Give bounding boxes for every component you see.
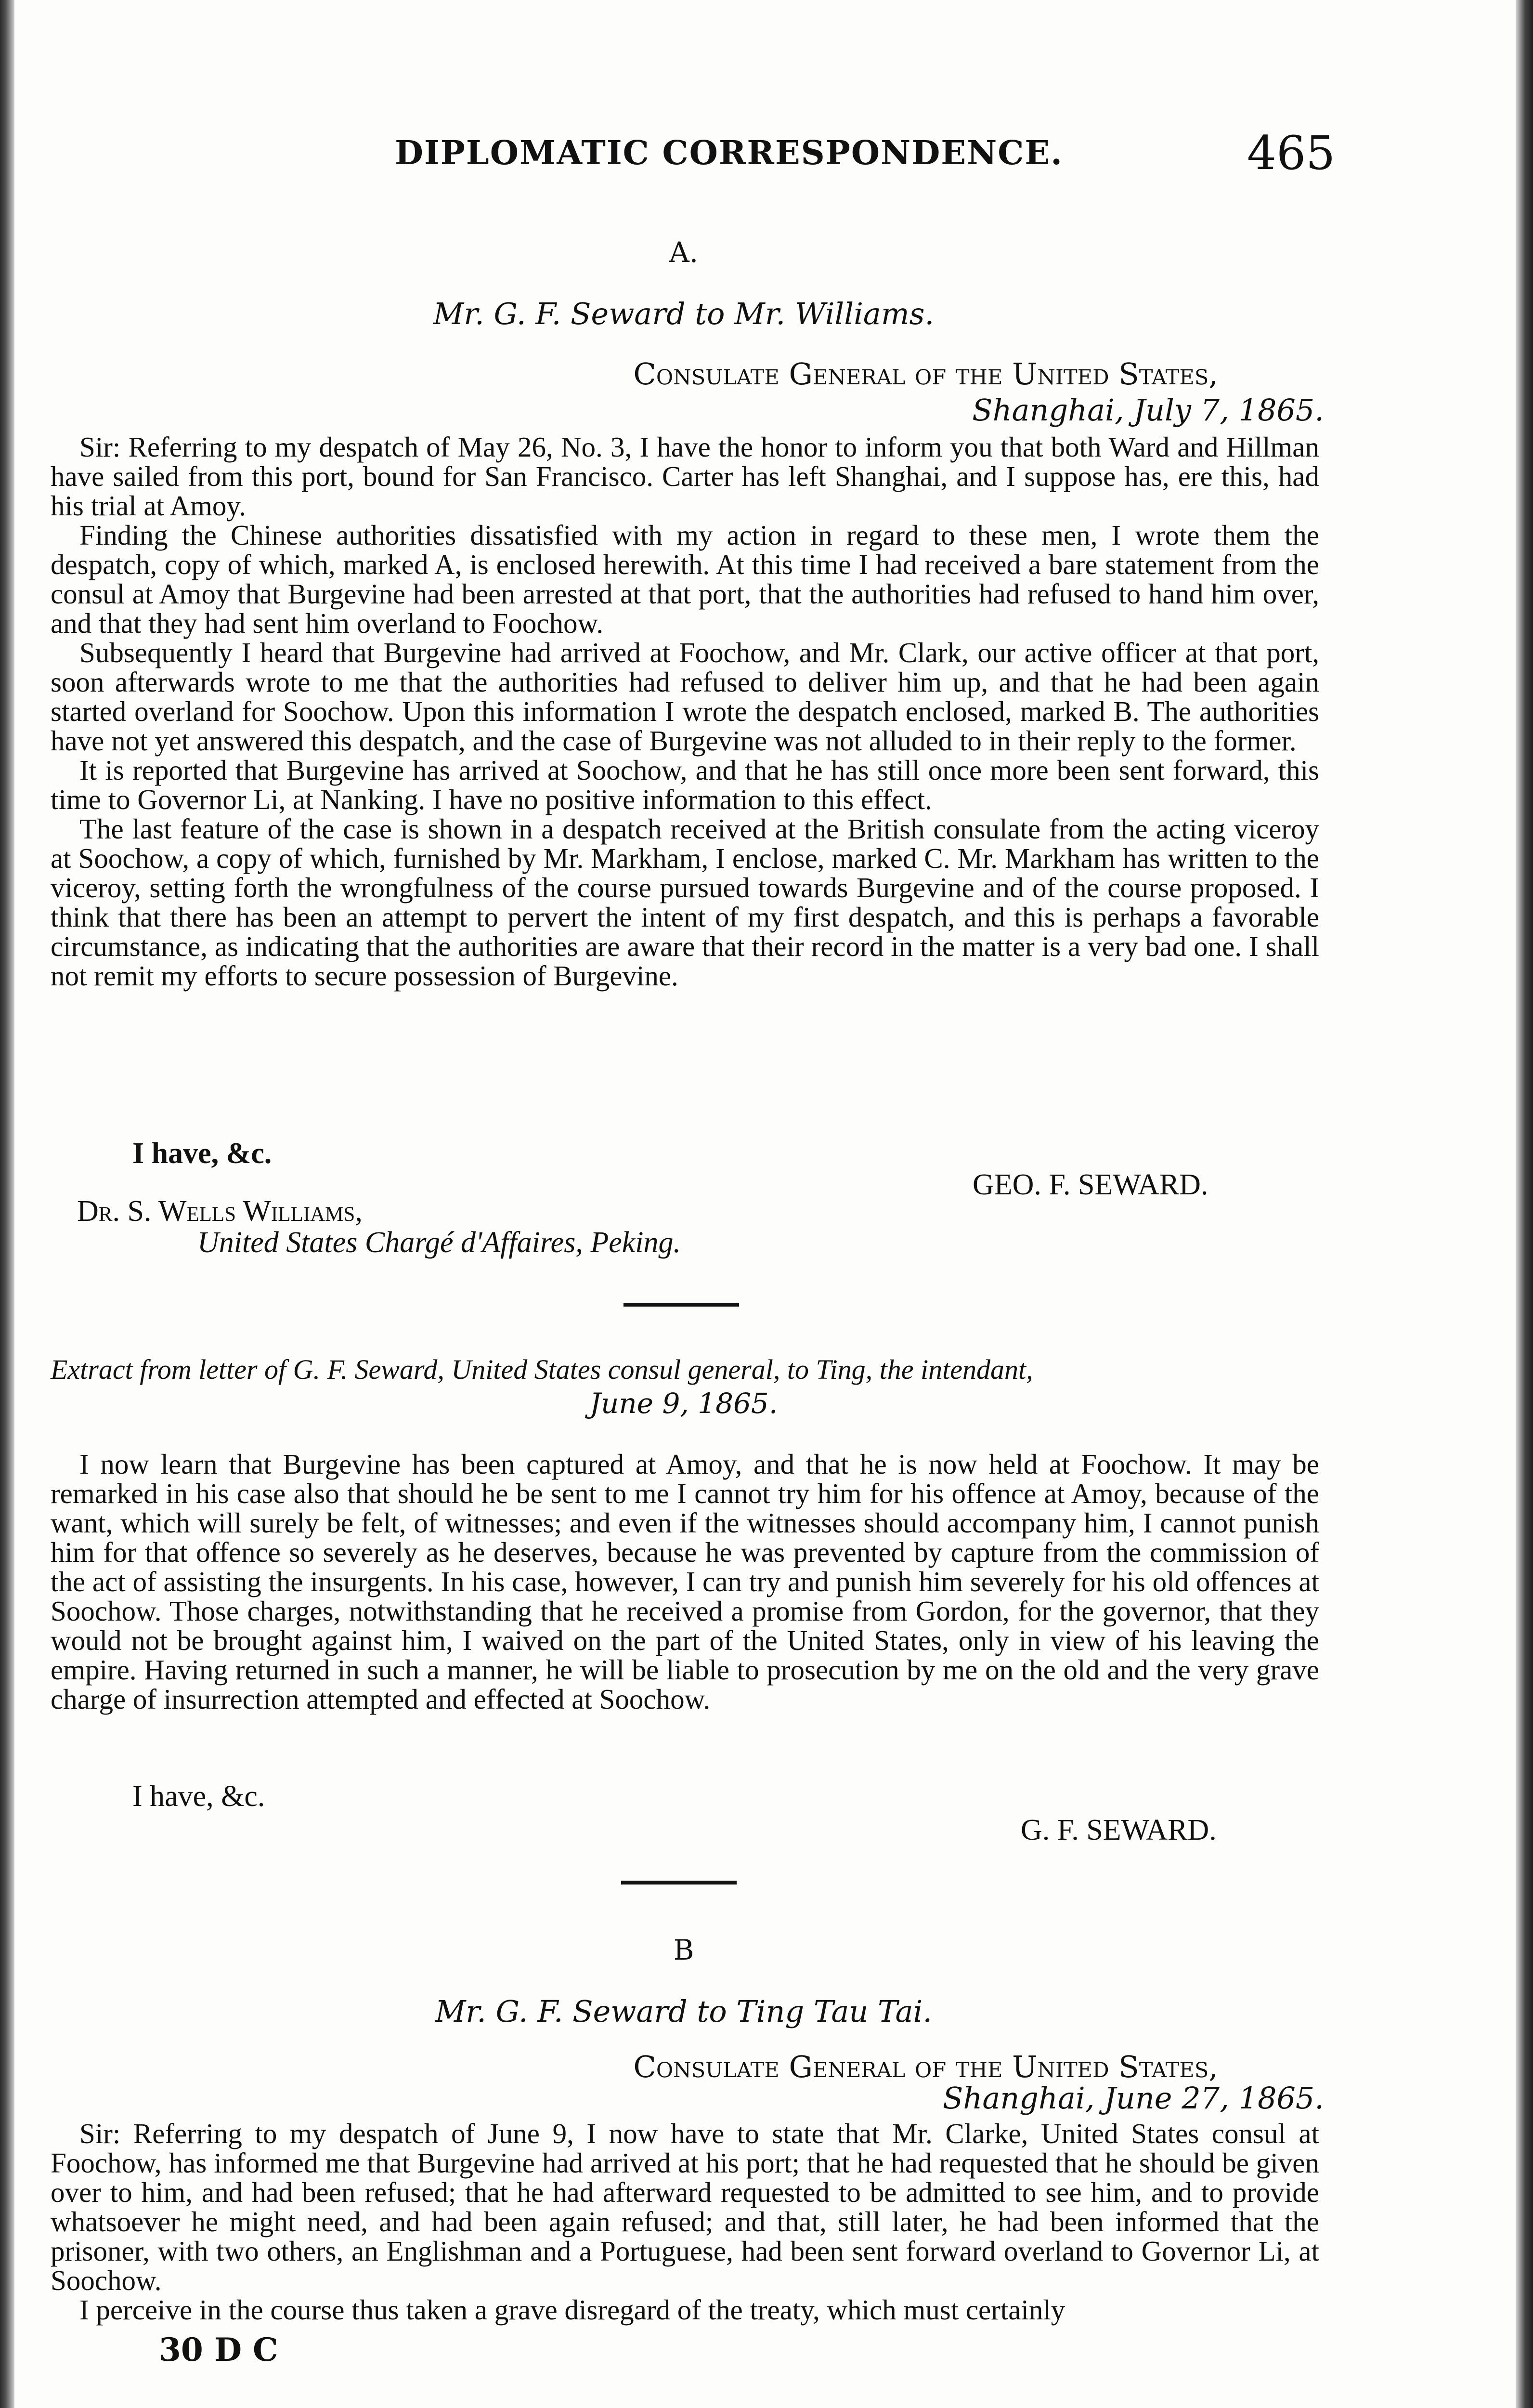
section-a-dateline: Shanghai, July 7, 1865. [972,393,1324,428]
extract-paragraph: I now learn that Burgevine has been captured at Amoy, and that he is now held at Foochow. It may be remarked in his case also that should he be sent to me I cannot try him for his offence at Amoy, because of the want, which will surely be felt, of witnesses; and even if the witnesses should accompany him, I cannot punish him for that offence so severely as he deserves, because he was prevented by capture from the commission of the act of assisting the insurgents. In his case, however, I can try and punish him severely for his old offences at Soochow. Those charges, notwithstanding that he received a promise from Gordon, for the governor, that they would not be brought against him, I waived on the part of the United States, only in view of his leaving the empire. Having returned in such a manner, he will be liable to prosecution by me on the old and the very grave charge of insurrection attempted and effected at Soochow. [51,1448,1319,1715]
extract-signature: G. F. SEWARD. [1021,1814,1217,1846]
extract-closing: I have, &c. [132,1780,265,1813]
running-title: DIPLOMATIC CORRESPONDENCE. [395,134,1063,172]
section-a-body [51,432,1319,991]
section-divider [621,1881,737,1885]
section-a-paragraph: The last feature of the case is shown in a despatch received at the British consulate from the acting viceroy at Soochow, a copy of which, furnished by Mr. Markham, I enclose, marked C. Mr. Markham has written to the viceroy, setting forth the wrongfulness of the course pursued towards Burgevine and of the course proposed. I think that there has been an attempt to pervert the intent of my first despatch, and this is perhaps a favorable circumstance, as indicating that the authorities are aware that their record in the matter is a very bad one. I shall not remit my efforts to secure possession of Burgevine. [51,813,1319,992]
page-number: 465 [1247,126,1336,180]
section-b-body [51,2119,1319,2325]
section-divider [624,1303,739,1307]
section-a-paragraph: Subsequently I heard that Burgevine had arrived at Foochow, and Mr. Clark, our active officer at that port, soon afterwards wrote to me that the authorities had refused to deliver him up, and that he had been again started overland for Soochow. Upon this information I wrote the despatch enclosed, marked B. The authorities have not yet answered this despatch, and the case of Burgevine was not alluded to in their reply to the former. [51,637,1319,757]
section-a-paragraph: Finding the Chinese authorities dissatisfied with my action in regard to these men, I wrote them the despatch, copy of which, marked A, is enclosed herewith. At this time I had received a bare statement from the consul at Amoy that Burgevine had been arrested at that port, that the authorities had refused to hand him over, and that they had sent him overland to Foochow. [51,519,1319,639]
section-b-title: Mr. G. F. Seward to Ting Tau Tai. [435,1994,933,2029]
section-a-paragraph: Sir: Referring to my despatch of May 26, No. 3, I have the honor to inform you that both Ward and Hillman have sailed from this port, bound for San Francisco. Carter has left Shanghai, and I suppose has, ere this, had his trial at Amoy. [51,431,1319,522]
signature-mark: 30 D C [159,2331,278,2369]
section-a-paragraph: It is reported that Burgevine has arrived at Soochow, and that he has still once more been sent forward, this time to Governor Li, at Nanking. I have no positive information to this effect. [51,754,1319,815]
section-a-addressee-title: United States Chargé d'Affaires, Peking. [197,1226,681,1259]
section-b-label: B [673,1934,694,1966]
extract-body [51,1450,1319,1714]
section-a-label: A. [669,236,699,269]
extract-date: June 9, 1865. [589,1387,778,1420]
section-a-title: Mr. G. F. Seward to Mr. Williams. [433,296,935,331]
section-a-signature: GEO. F. SEWARD. [973,1168,1208,1201]
section-b-paragraph: Sir: Referring to my despatch of June 9, I now have to state that Mr. Clarke, United States consul at Foochow, has informed me that Burgevine had arrived at his port; that he had requested that he should be given over to him, and had been refused; that he had afterward requested to be admitted to see him, and to provide whatsoever he might need, and had been again refused; and that, still later, he had been informed that the prisoner, with two others, an Englishman and a Portuguese, had been sent forward overland to Governor Li, at Soochow. [51,2118,1319,2296]
section-a-closing: I have, &c. [132,1137,272,1170]
section-a-consulate: Consulate General of the United States, [633,356,1218,392]
section-b-consulate: Consulate General of the United States, [633,2049,1218,2084]
section-b-paragraph: I perceive in the course thus taken a grave disregard of the treaty, which must certainly [79,2294,1065,2326]
scan-edge-right [1516,0,1533,2408]
section-a-addressee-name: Dr. S. Wells Williams, [77,1195,363,1228]
section-b-dateline: Shanghai, June 27, 1865. [942,2081,1324,2116]
extract-title: Extract from letter of G. F. Seward, United States consul general, to Ting, the intendant, [51,1354,1033,1385]
